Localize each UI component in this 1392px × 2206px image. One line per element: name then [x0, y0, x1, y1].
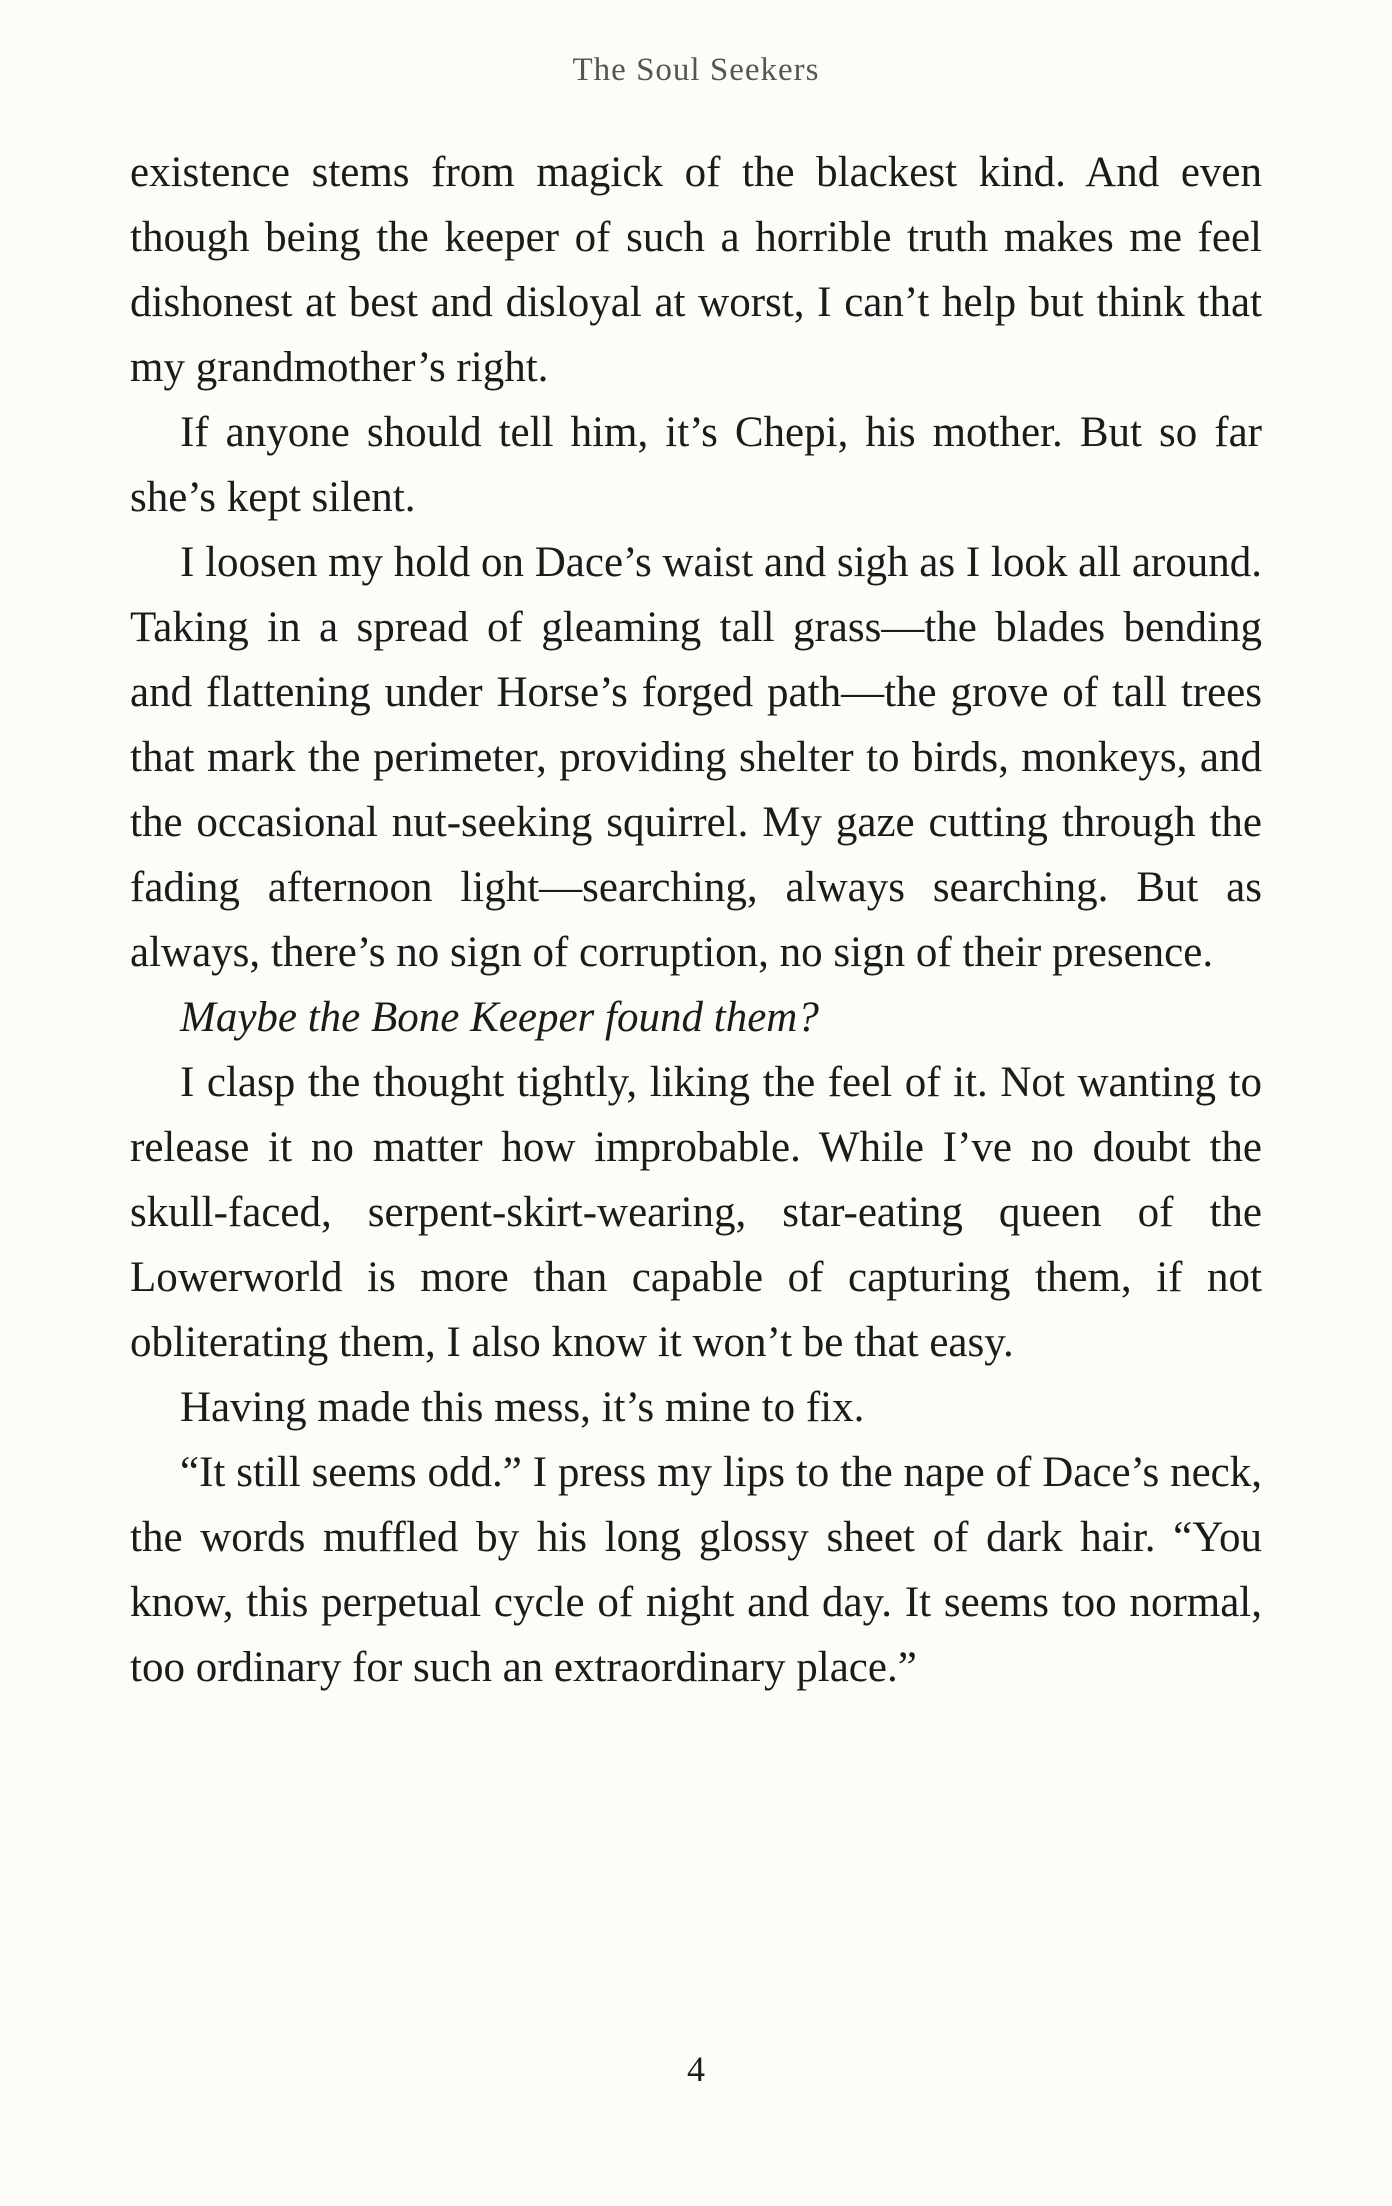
page-number: 4	[687, 2049, 705, 2089]
body-text	[130, 140, 1262, 1700]
paragraph-5: I clasp the thought tightly, liking the feel of it. Not wanting to release it no matter how improbable. While I’ve no doubt the skull-faced, serpent-skirt-wearing, star-eating queen of the Lowerworld is more than capable of capturing them, if not obliterating them, I also know it won’t be that easy.	[130, 1059, 1262, 1366]
paragraph-2: If anyone should tell him, it’s Chepi, his mother. But so far she’s kept silent.	[130, 409, 1262, 521]
paragraph-6: Having made this mess, it’s mine to fix.	[180, 1384, 865, 1431]
paragraph-1: existence stems from magick of the blackest kind. And even though being the keeper of such a horrible truth makes me feel dishonest at best and disloyal at worst, I can’t help but think that my grandmother’s right.	[130, 149, 1262, 391]
paragraph-4-italic-thought: Maybe the Bone Keeper found them?	[180, 994, 819, 1041]
running-head: The Soul Seekers	[572, 52, 820, 88]
paragraph-7: “It still seems odd.” I press my lips to the nape of Dace’s neck, the words muffled by his long glossy sheet of dark hair. “You know, this perpetual cycle of night and day. It seems too normal, too ordinary for such an extraordinary place.”	[130, 1449, 1262, 1691]
paragraph-3: I loosen my hold on Dace’s waist and sigh as I look all around. Taking in a spread of gleaming tall grass—the blades bending and flattening under Horse’s forged path—the grove of tall trees that mark the perimeter, providing shelter to birds, monkeys, and the occasional nut-seeking squirrel. My gaze cutting through the fading afternoon light—searching, always searching. But as always, there’s no sign of corruption, no sign of their presence.	[130, 539, 1262, 976]
